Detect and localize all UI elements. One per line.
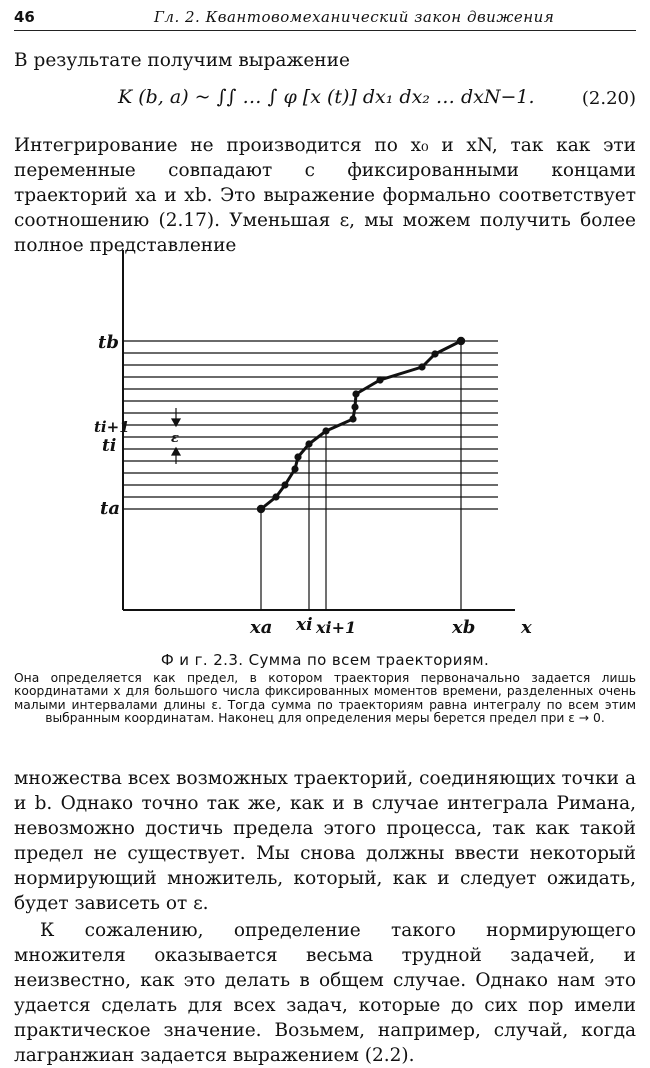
paragraph-normalization: К сожалению, определение такого нормирующего множителя оказывается весьма трудной задачей, и неизвестно, как это делать в общем случае. Однако нам это удается сделать для всех задач, которые до сих пор имели практическое значение. Возьмем, например, случай, когда лагранжиан задается выражением (2.2). [14,920,636,1066]
label-ti1: ti+1 [94,418,130,436]
label-xb: xb [452,617,476,638]
trajectory-point [352,390,359,397]
label-tb: tb [98,332,119,353]
trajectory-point [322,427,329,434]
trajectory-point [291,465,298,472]
label-xi1: xi+1 [316,618,357,637]
paragraph-integration: Интегрирование не производится по x₀ и xN, так как эти переменные совпадают с фиксированными концами траекторий xa и xb. Это выражение формально соответствует соотношению (2.17). Уменьшая ε, мы можем получить более полное представление [14,135,636,256]
running-title: Гл. 2. Квантовомеханический закон движения [154,8,555,26]
figure-caption-note: Она определяется как предел, в котором траектория первоначально задается лишь координатами x для большого числа фиксированных моментов времени, разделенных очень малыми интервалами длины ε. Тогда сумма по траекториям равна интегралу по всем этим выбранным координатам. Наконец для определения меры берется предел при ε → 0. [14,671,636,726]
label-ta: ta [100,498,120,519]
trajectory-point [418,363,425,370]
paragraph-trajectories: множества всех возможных траекторий, соединяющих точки a и b. Однако точно так же, как и в случае интеграла Римана, невозможно достичь предела этого процесса, так как такой предел не существует. Мы снова должны ввести некоторый нормирующий множитель, который, как и следует ожидать, будет зависеть от ε. [14,768,636,914]
trajectory-point [431,350,438,357]
figure-2-3 [80,248,560,648]
trajectory-point [457,337,465,345]
label-xi: xi [296,615,313,635]
equation-2-20: K (b, a) ~ ∫∫ … ∫ φ [x (t)] dx₁ dx₂ … dxN−1. [118,86,535,108]
label-xa: xa [250,617,273,638]
trajectory-point [305,440,312,447]
figure-caption: Ф и г. 2.3. Сумма по всем траекториям. [160,651,490,669]
trajectory-point [257,505,265,513]
trajectory-point [351,403,358,410]
trajectory-point [272,493,279,500]
paragraph-intro: В результате получим выражение [14,50,350,71]
label-ti: ti [102,436,117,456]
trajectory-point [376,376,383,383]
page-number: 46 [14,8,35,26]
equation-number: (2.20) [581,88,636,109]
trajectory-point [349,415,356,422]
label-epsilon: ε [171,431,179,446]
page-header [14,6,636,31]
trajectory-point [294,453,301,460]
trajectory-point [281,481,288,488]
label-x: x [521,617,532,638]
